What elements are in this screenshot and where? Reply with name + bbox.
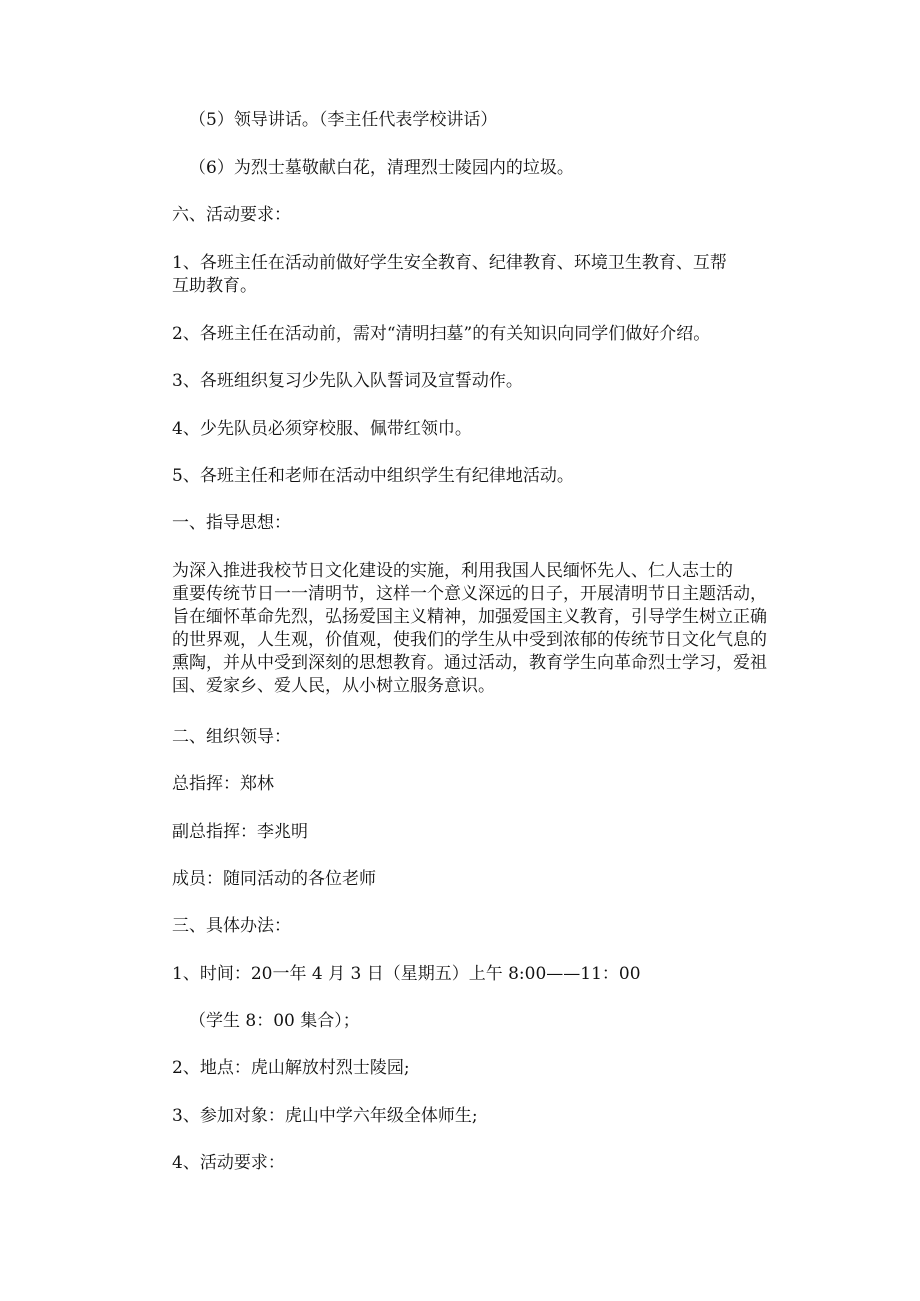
members-line: 成员：随同活动的各位老师	[172, 869, 376, 889]
section-heading-guiding-ideology: 一、指导思想：	[172, 513, 291, 533]
ideology-line-5: 熏陶，并从中受到深刻的思想教育。通过活动，教育学生向革命烈士学习，爱祖	[172, 653, 767, 673]
ideology-line-4: 的世界观，人生观，价值观，使我们的学生从中受到浓郁的传统节日文化气息的	[172, 630, 767, 650]
section-heading-requirements: 六、活动要求：	[172, 205, 291, 225]
section-heading-organization: 二、组织领导：	[172, 727, 291, 747]
participants-line: 3、参加对象：虎山中学六年级全体师生;	[172, 1106, 478, 1126]
assembly-time-line: （学生 8：00 集合）；	[189, 1011, 360, 1031]
requirement-1-line-2: 互助教育。	[172, 276, 257, 296]
deputy-commander-line: 副总指挥：李兆明	[172, 822, 308, 842]
guiding-ideology-paragraph	[172, 560, 782, 698]
location-line: 2、地点：虎山解放村烈士陵园;	[172, 1058, 410, 1078]
step-5-line: （5）领导讲话。（李主任代表学校讲话）	[189, 110, 498, 130]
requirement-2-line: 2、各班主任在活动前，需对“清明扫墓”的有关知识向同学们做好介绍。	[172, 324, 711, 344]
requirement-1-paragraph	[172, 252, 782, 298]
step-6-line: （6）为烈士墓敬献白花，清理烈士陵园内的垃圾。	[189, 158, 574, 178]
activity-requirements-line: 4、活动要求：	[172, 1153, 285, 1173]
ideology-line-3: 旨在缅怀革命先烈，弘扬爱国主义精神，加强爱国主义教育，引导学生树立正确	[172, 607, 767, 627]
time-line: 1、时间：20一年 4 月 3 日（星期五）上午 8:00——11：00	[172, 964, 641, 984]
requirement-4-line: 4、少先队员必须穿校服、佩带红领巾。	[172, 419, 472, 439]
section-heading-methods: 三、具体办法：	[172, 916, 291, 936]
ideology-line-6: 国、爱家乡、爱人民，从小树立服务意识。	[172, 676, 495, 696]
commander-line: 总指挥：郑林	[172, 774, 274, 794]
requirement-1-line-1: 1、各班主任在活动前做好学生安全教育、纪律教育、环境卫生教育、互帮	[172, 253, 727, 273]
ideology-line-2: 重要传统节日一一清明节，这样一个意义深远的日子，开展清明节日主题活动，	[172, 584, 767, 604]
requirement-3-line: 3、各班组织复习少先队入队誓词及宣誓动作。	[172, 371, 523, 391]
ideology-line-1: 为深入推进我校节日文化建设的实施，利用我国人民缅怀先人、仁人志士的	[172, 561, 733, 581]
requirement-5-line: 5、各班主任和老师在活动中组织学生有纪律地活动。	[172, 466, 574, 486]
